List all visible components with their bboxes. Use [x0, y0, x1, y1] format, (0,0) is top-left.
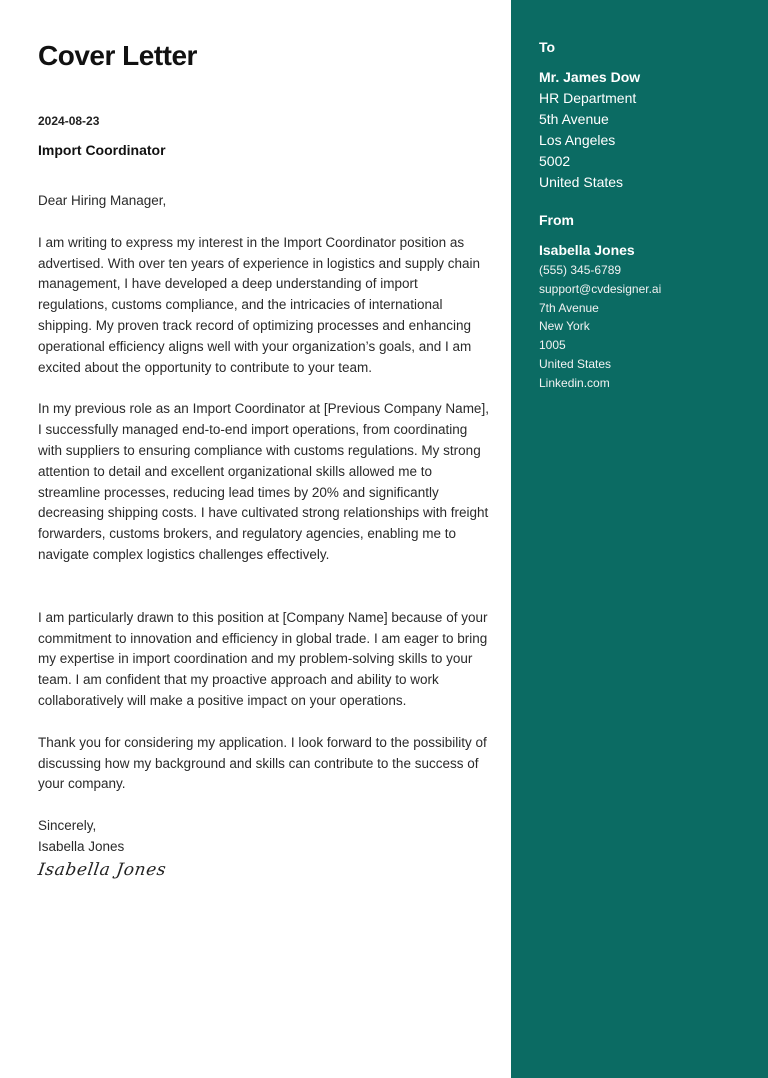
recipient-postal-code: 5002 [539, 153, 571, 169]
sender-name: Isabella Jones [539, 242, 635, 258]
closing-name: Isabella Jones [38, 838, 125, 854]
paragraph-motivation: I am particularly drawn to this position at [Company Name] because of your commitment to innovation and efficiency in global trade. I am eager to bring my expertise in import coordination and my problem-solving skills to your team. I am confident that my proactive approach and ability to work collaboratively will make a positive impact on your operations. [38, 609, 488, 708]
sender-contact [539, 261, 661, 393]
sender-city: New York [539, 319, 590, 334]
sender-heading: From [539, 212, 574, 228]
recipient-heading: To [539, 39, 556, 55]
sender-country: United States [539, 356, 612, 371]
handwritten-signature: Isabella Jones [36, 859, 168, 880]
recipient-country: United States [539, 174, 624, 190]
letter-date: 2024-08-23 [38, 114, 100, 128]
recipient-street: 5th Avenue [539, 111, 609, 127]
paragraph-experience: In my previous role as an Import Coordinator at [Previous Company Name], I successfully managed end-to-end import operations, from coordinating with suppliers to ensuring compliance with customs regulations. My strong attention to detail and excellent organizational skills allowed me to streamline processes, reducing lead times by 20% and significantly decreasing shipping costs. I have cultivated strong relationships with freight forwarders, customs brokers, and regulatory agencies, enabling me to navigate complex logistics challenges effectively. [38, 401, 489, 562]
sender-postal-code: 1005 [539, 338, 566, 353]
recipient-city: Los Angeles [539, 132, 616, 148]
page-title: Cover Letter [38, 40, 197, 71]
sender-phone: (555) 345-6789 [539, 263, 622, 277]
paragraph-intro: I am writing to express my interest in the Import Coordinator position as advertised. With over ten years of experience in logistics and supply chain management, I have developed a deep understanding of import regulations, customs compliance, and the intricacies of international shipping. My proven track record of optimizing processes and enhancing operational efficiency aligns well with your organization’s goals, and I am excited about the opportunity to contribute to your team. [38, 234, 480, 375]
sender-linkedin: Linkedin.com [539, 375, 610, 390]
letter-body [38, 191, 490, 882]
closing: Sincerely, [38, 818, 97, 834]
position-title: Import Coordinator [38, 142, 166, 158]
recipient-name: Mr. James Dow [539, 69, 641, 85]
recipient-department: HR Department [539, 90, 637, 106]
salutation: Dear Hiring Manager, [38, 193, 167, 208]
recipient-address [539, 88, 640, 193]
recipient-block [539, 67, 640, 193]
contact-sidebar [511, 0, 768, 1078]
sender-email: support@cvdesigner.ai [539, 281, 662, 296]
sender-street: 7th Avenue [539, 300, 599, 315]
sender-block [539, 240, 661, 393]
paragraph-thanks: Thank you for considering my application. I look forward to the possibility of discussing how my background and skills can contribute to the success of your company. [38, 734, 487, 792]
